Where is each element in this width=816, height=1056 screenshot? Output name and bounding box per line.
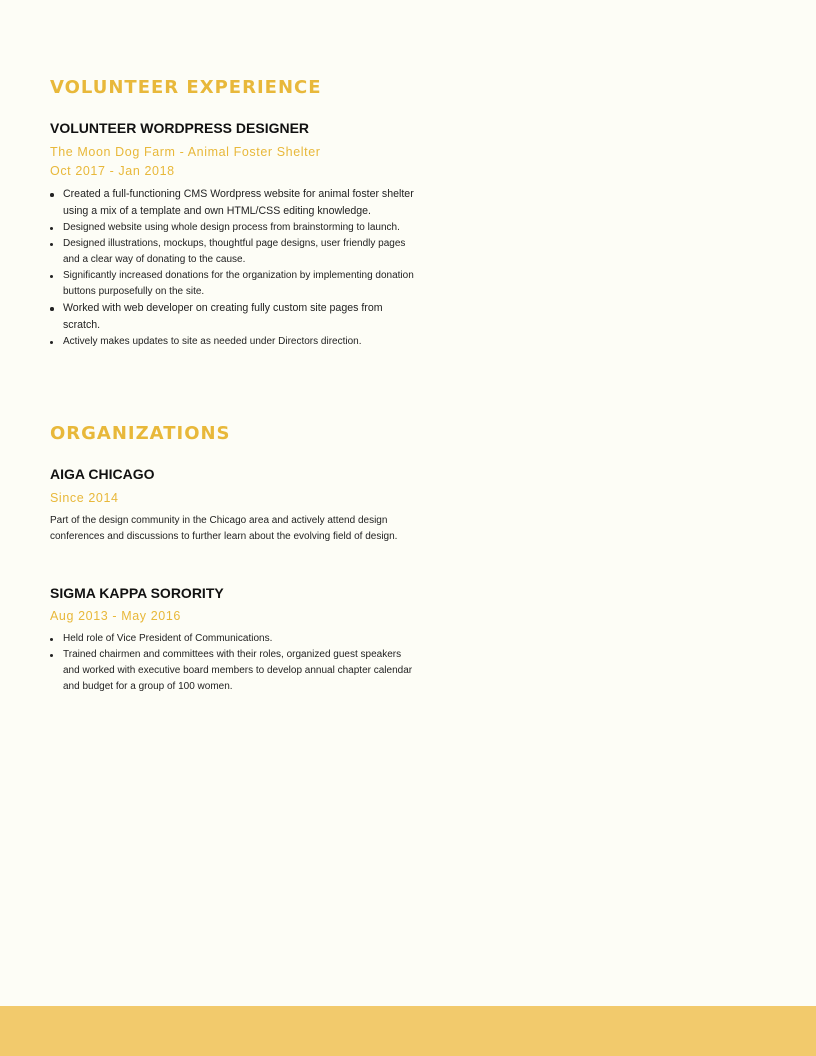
- organizations-section-heading: ORGANIZATIONS: [50, 423, 231, 444]
- volunteer-bullet-list: [50, 186, 415, 350]
- aiga-title: AIGA CHICAGO: [50, 466, 155, 482]
- sigma-kappa-title: SIGMA KAPPA SORORITY: [50, 585, 224, 601]
- list-item: Worked with web developer on creating fully custom site pages from scratch.: [50, 300, 415, 334]
- aiga-description: Part of the design community in the Chicago area and actively attend design conferences and discussions to further learn about the evolving field of design.: [50, 515, 398, 542]
- sigma-kappa-dates: Aug 2013 - May 2016: [50, 609, 181, 623]
- list-item: Actively makes updates to site as needed under Directors direction.: [50, 334, 415, 350]
- aiga-dates: Since 2014: [50, 491, 119, 505]
- volunteer-section-heading: VOLUNTEER EXPERIENCE: [50, 77, 322, 98]
- list-item: Created a full-functioning CMS Wordpress website for animal foster shelter using a mix of a template and own HTML/CSS editing knowledge.: [50, 186, 415, 220]
- volunteer-role-title: VOLUNTEER WORDPRESS DESIGNER: [50, 120, 310, 136]
- list-item: Significantly increased donations for the organization by implementing donation buttons purposefully on the site.: [50, 268, 415, 300]
- volunteer-dates: Oct 2017 - Jan 2018: [50, 164, 175, 178]
- footer-bar: [0, 1006, 816, 1056]
- list-item: Designed illustrations, mockups, thoughtful page designs, user friendly pages and a clear way of donating to the cause.: [50, 236, 415, 268]
- list-item: Trained chairmen and committees with their roles, organized guest speakers and worked with executive board members to develop annual chapter calendar and budget for a group of 100 women.: [50, 647, 415, 695]
- list-item: Held role of Vice President of Communications.: [50, 631, 415, 647]
- sigma-kappa-bullet-list: [50, 631, 415, 695]
- list-item: Designed website using whole design process from brainstorming to launch.: [50, 220, 415, 236]
- volunteer-organization: The Moon Dog Farm - Animal Foster Shelter: [50, 145, 321, 159]
